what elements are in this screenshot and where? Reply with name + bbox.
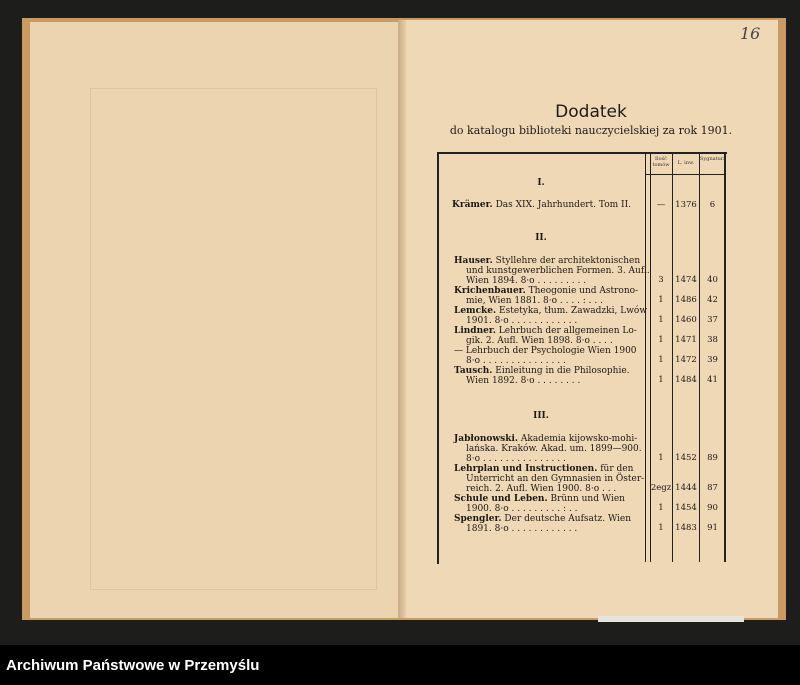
entry-text: für den bbox=[597, 464, 634, 474]
entry-text: 8·o . . . . . . . . . . . . . . . bbox=[466, 454, 566, 464]
entry-line bbox=[454, 366, 630, 376]
entry-line bbox=[466, 276, 586, 286]
entry-text: — Lehrbuch der Psychologie Wien 1900 bbox=[454, 346, 637, 356]
section-heading: II. bbox=[535, 233, 547, 243]
entry-author: Lindner. bbox=[454, 326, 496, 336]
signature-cell: 90 bbox=[707, 503, 718, 513]
entry-line bbox=[454, 464, 633, 474]
col-header-signature: Sygnatura bbox=[700, 156, 727, 162]
entry-line bbox=[454, 256, 640, 266]
entry-text: 8·o . . . . . . . . . . . . . . . bbox=[466, 356, 566, 366]
entry-text: Wien 1894. 8·o . . . . . . . . . bbox=[466, 276, 587, 286]
signature-cell: 37 bbox=[707, 315, 718, 325]
col-header-volumes: Ilość tomów bbox=[652, 156, 670, 168]
signature-cell: 89 bbox=[707, 453, 718, 463]
footer-bar bbox=[0, 645, 800, 685]
inventory-cell: 1484 bbox=[675, 375, 697, 385]
entry-author: Spengler. bbox=[454, 514, 502, 524]
entry-text: reich. 2. Aufl. Wien 1900. 8·o . . . bbox=[466, 484, 617, 494]
entry-text: 1901. 8·o . . . . . . . . . . . . bbox=[466, 316, 578, 326]
entry-line bbox=[454, 346, 637, 356]
signature-cell: 38 bbox=[707, 335, 718, 345]
entry-line bbox=[454, 286, 638, 296]
entry-text: Akademia kijowsko-mohi- bbox=[518, 434, 638, 444]
entry-line bbox=[466, 524, 577, 534]
signature-cell: 91 bbox=[707, 523, 718, 533]
entry-text: mie, Wien 1881. 8·o . . . . : . . . bbox=[466, 296, 603, 306]
entry-line bbox=[466, 266, 650, 276]
volumes-cell: — bbox=[656, 200, 666, 210]
archive-name: Archiwum Państwowe w Przemyślu bbox=[6, 657, 260, 674]
entry-line bbox=[466, 316, 577, 326]
left-page bbox=[30, 22, 402, 618]
entry-line bbox=[466, 444, 642, 454]
entry-line bbox=[454, 326, 637, 336]
entry-author: Hauser. bbox=[454, 256, 493, 266]
entry-author: Tausch. bbox=[454, 366, 493, 376]
column-divider bbox=[645, 152, 646, 562]
entry-line bbox=[466, 296, 603, 306]
entry-text: Theogonie und Astrono- bbox=[525, 286, 639, 296]
entry-text: 1891. 8·o . . . . . . . . . . . . bbox=[466, 524, 578, 534]
section-heading: III. bbox=[533, 411, 549, 421]
section-heading: I. bbox=[537, 178, 545, 188]
entry-text: und kunstgewerblichen Formen. 3. Aufl. bbox=[466, 266, 650, 276]
entry-line bbox=[466, 356, 566, 366]
col-header-inventory: L. inw. bbox=[677, 160, 695, 166]
page-number: 16 bbox=[740, 24, 761, 43]
entry-text: Estetyka, tłum. Zawadzki, Lwów bbox=[496, 306, 648, 316]
entry-text: Einleitung in die Philosophie. bbox=[492, 366, 630, 376]
entry-text: Unterricht an den Gymnasien in Öster- bbox=[466, 474, 645, 484]
signature-cell: 42 bbox=[707, 295, 718, 305]
entry-text: Styllehre der architektonischen bbox=[492, 256, 641, 266]
signature-cell: 40 bbox=[707, 275, 718, 285]
volumes-cell: 1 bbox=[658, 503, 664, 513]
bleed-through bbox=[90, 88, 377, 590]
entry-line bbox=[454, 514, 631, 524]
volumes-cell: 1 bbox=[658, 523, 664, 533]
entry-text: 1900. 8·o . . . . . . . . . : . . bbox=[466, 504, 578, 514]
inventory-cell: 1444 bbox=[675, 483, 697, 493]
entry-line bbox=[454, 306, 647, 316]
signature-cell: 41 bbox=[707, 375, 718, 385]
inventory-cell: 1452 bbox=[675, 453, 697, 463]
signature-cell: 87 bbox=[707, 483, 718, 493]
entry-line bbox=[466, 474, 644, 484]
signature-cell: 39 bbox=[707, 355, 718, 365]
volumes-cell: 3 bbox=[658, 275, 664, 285]
entry-line bbox=[466, 376, 580, 386]
page-subtitle: do katalogu biblioteki nauczycielskiej za rok 1901. bbox=[449, 124, 733, 137]
entry-line bbox=[454, 434, 637, 444]
entry-text: lańska. Kraków. Akad. um. 1899—900. bbox=[466, 444, 642, 454]
entry-line bbox=[466, 336, 613, 346]
inventory-cell: 1486 bbox=[675, 295, 697, 305]
signature-cell: 6 bbox=[709, 200, 716, 210]
inventory-cell: 1376 bbox=[675, 200, 697, 210]
volumes-cell: 1 bbox=[658, 375, 664, 385]
entry-text: Brünn und Wien bbox=[547, 494, 625, 504]
entry-line bbox=[454, 494, 625, 504]
entry-line: Krämer. Das XIX. Jahrhundert. Tom II. bbox=[452, 200, 631, 210]
volumes-cell: 1 bbox=[658, 295, 664, 305]
inventory-cell: 1472 bbox=[675, 355, 697, 365]
volumes-cell: 1 bbox=[658, 355, 664, 365]
inventory-cell: 1460 bbox=[675, 315, 697, 325]
entry-line bbox=[466, 504, 577, 514]
page-title: Dodatek bbox=[555, 102, 627, 122]
entry-text: Lehrbuch der allgemeinen Lo- bbox=[495, 326, 637, 336]
entry-line bbox=[466, 484, 616, 494]
volumes-cell: 1 bbox=[658, 315, 664, 325]
entry-text: Wien 1892. 8·o . . . . . . . . bbox=[466, 376, 581, 386]
entry-author: Lemcke. bbox=[454, 306, 497, 316]
volumes-cell: 2egz bbox=[650, 483, 672, 493]
entry-text: Der deutsche Aufsatz. Wien bbox=[501, 514, 632, 524]
header-rule bbox=[645, 174, 725, 175]
volumes-cell: 1 bbox=[658, 335, 664, 345]
entry-author: Krichenbauer. bbox=[454, 286, 526, 296]
inventory-cell: 1471 bbox=[675, 335, 697, 345]
inventory-cell: 1474 bbox=[675, 275, 697, 285]
volumes-cell: 1 bbox=[658, 453, 664, 463]
inventory-cell: 1483 bbox=[675, 523, 697, 533]
entry-line bbox=[466, 454, 566, 464]
entry-author: Schule und Leben. bbox=[454, 494, 548, 504]
entry-author: Lehrplan und Instructionen. bbox=[454, 464, 598, 474]
entry-author: Jabłonowski. bbox=[454, 434, 518, 444]
entry-text: gik. 2. Aufl. Wien 1898. 8·o . . . . bbox=[466, 336, 613, 346]
inventory-cell: 1454 bbox=[675, 503, 697, 513]
paper-strip bbox=[598, 616, 744, 622]
